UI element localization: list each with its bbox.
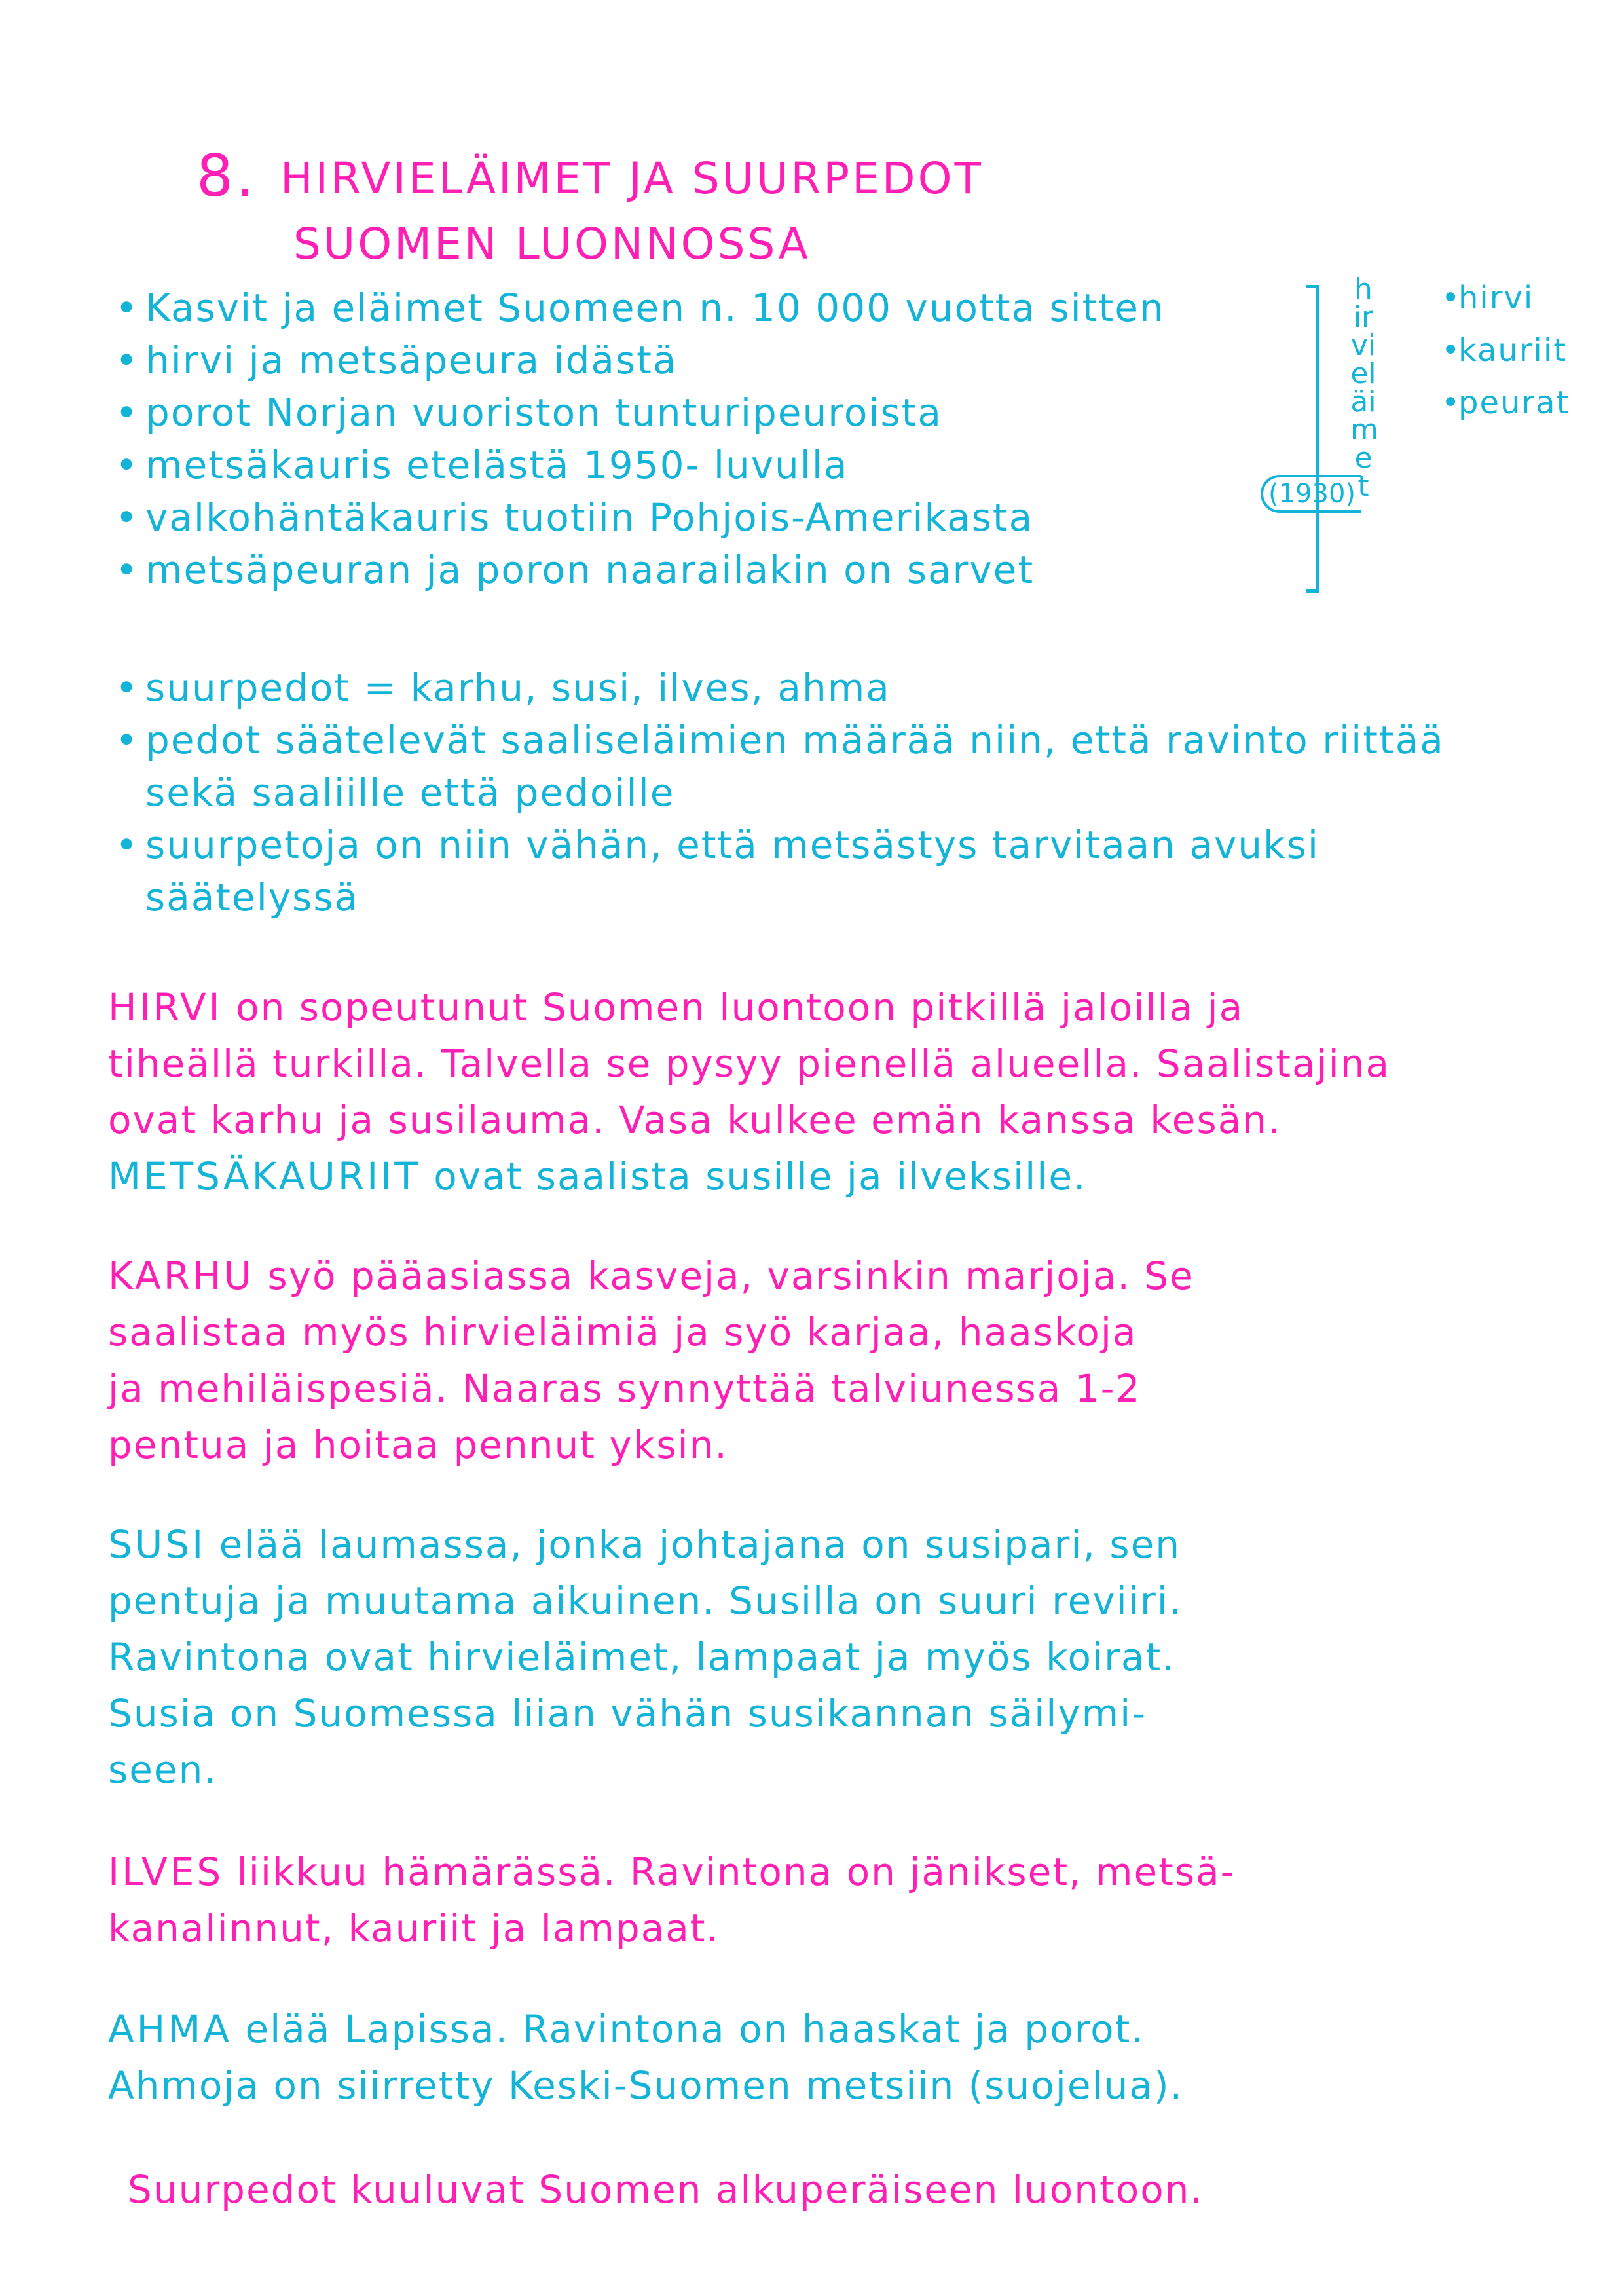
list-item: • peurat	[1437, 377, 1614, 429]
paragraph-hirvi	[108, 979, 1562, 1204]
deer-list	[111, 282, 1316, 596]
paragraph-ilves	[108, 1844, 1562, 1956]
paragraph-lead: METSÄKAURIIT	[108, 1154, 420, 1199]
list-item: • metsäpeuran ja poron naarailakin on sarvet	[111, 544, 1316, 596]
chapter-number: 8.	[196, 142, 257, 210]
list-item: • valkohäntäkauris tuotiin Pohjois-Amerikasta	[111, 491, 1316, 544]
predator-list	[111, 662, 1539, 924]
closing-sentence: Suurpedot kuuluvat Suomen alkuperäiseen luontoon.	[128, 2167, 1204, 2212]
list-item: • Kasvit ja eläimet Suomeen n. 10 000 vuotta sitten	[111, 282, 1316, 334]
list-item: • pedot säätelevät saaliseläimien määrää niin, että ravinto riittää sekä saaliille että pedoille	[111, 714, 1539, 819]
list-item: • hirvi ja metsäpeura idästä	[111, 334, 1316, 386]
paragraph-karhu	[108, 1248, 1562, 1473]
title-line-1: HIRVIELÄIMET JA SUURPEDOT	[280, 153, 984, 204]
list-item: • porot Norjan vuoriston tunturipeuroista	[111, 386, 1316, 439]
paragraph-susi	[108, 1516, 1562, 1798]
paragraph-text: syö pääasiassa kasveja, varsinkin marjoja. Se saalistaa myös hirvieläimiä ja syö karjaa, haaskoja ja mehiläispesiä. Naaras synnyttää talviunessa 1-2 pentua ja hoitaa pennut yksin.	[108, 1254, 1194, 1467]
bracket-divider	[1306, 285, 1320, 593]
paragraph-lead: ILVES	[108, 1850, 224, 1894]
paragraph-text: on sopeutunut Suomen luontoon pitkillä jaloilla ja tiheällä turkilla. Talvella se pysyy pienellä alueella. Saalistajina ovat karhu ja susilauma. Vasa kulkee emän kanssa kesän.	[108, 985, 1391, 1142]
side-list	[1437, 272, 1614, 429]
paragraph-ahma	[108, 2001, 1562, 2114]
list-item: • suurpedot = karhu, susi, ilves, ahma	[111, 662, 1539, 714]
year-note: (1930)	[1261, 475, 1361, 513]
paragraph-lead: HIRVI	[108, 985, 223, 1030]
paragraph-lead: SUSI	[108, 1522, 206, 1567]
page-title	[196, 143, 984, 277]
list-item: • hirvi	[1437, 272, 1614, 324]
bracket-label: hirvieläimet	[1350, 272, 1378, 503]
list-item: • suurpetoja on niin vähän, että metsästys tarvitaan avuksi säätelyssä	[111, 819, 1539, 924]
paragraph-text: elää laumassa, jonka johtajana on susipari, sen pentuja ja muutama aikuinen. Susilla on suuri reviiri. Ravintona ovat hirvieläimet, lampaat ja myös koirat. Susia on Suomessa liian vähän susikannan säilymi- seen.	[108, 1522, 1183, 1792]
paragraph-text: liikkuu hämärässä. Ravintona on jänikset, metsä- kanalinnut, kauriit ja lampaat.	[108, 1850, 1236, 1950]
paragraph-lead: AHMA	[108, 2007, 232, 2051]
list-item: • metsäkauris etelästä 1950- luvulla	[111, 439, 1316, 491]
paragraph-lead: KARHU	[108, 1254, 255, 1298]
title-line-2: SUOMEN LUONNOSSA	[293, 219, 811, 270]
paragraph-text: ovat saalista susille ja ilveksille.	[420, 1154, 1087, 1199]
list-item: • kauriit	[1437, 324, 1614, 377]
paragraph-text: elää Lapissa. Ravintona on haaskat ja porot. Ahmoja on siirretty Keski-Suomen metsiin (suojelua).	[108, 2007, 1184, 2108]
